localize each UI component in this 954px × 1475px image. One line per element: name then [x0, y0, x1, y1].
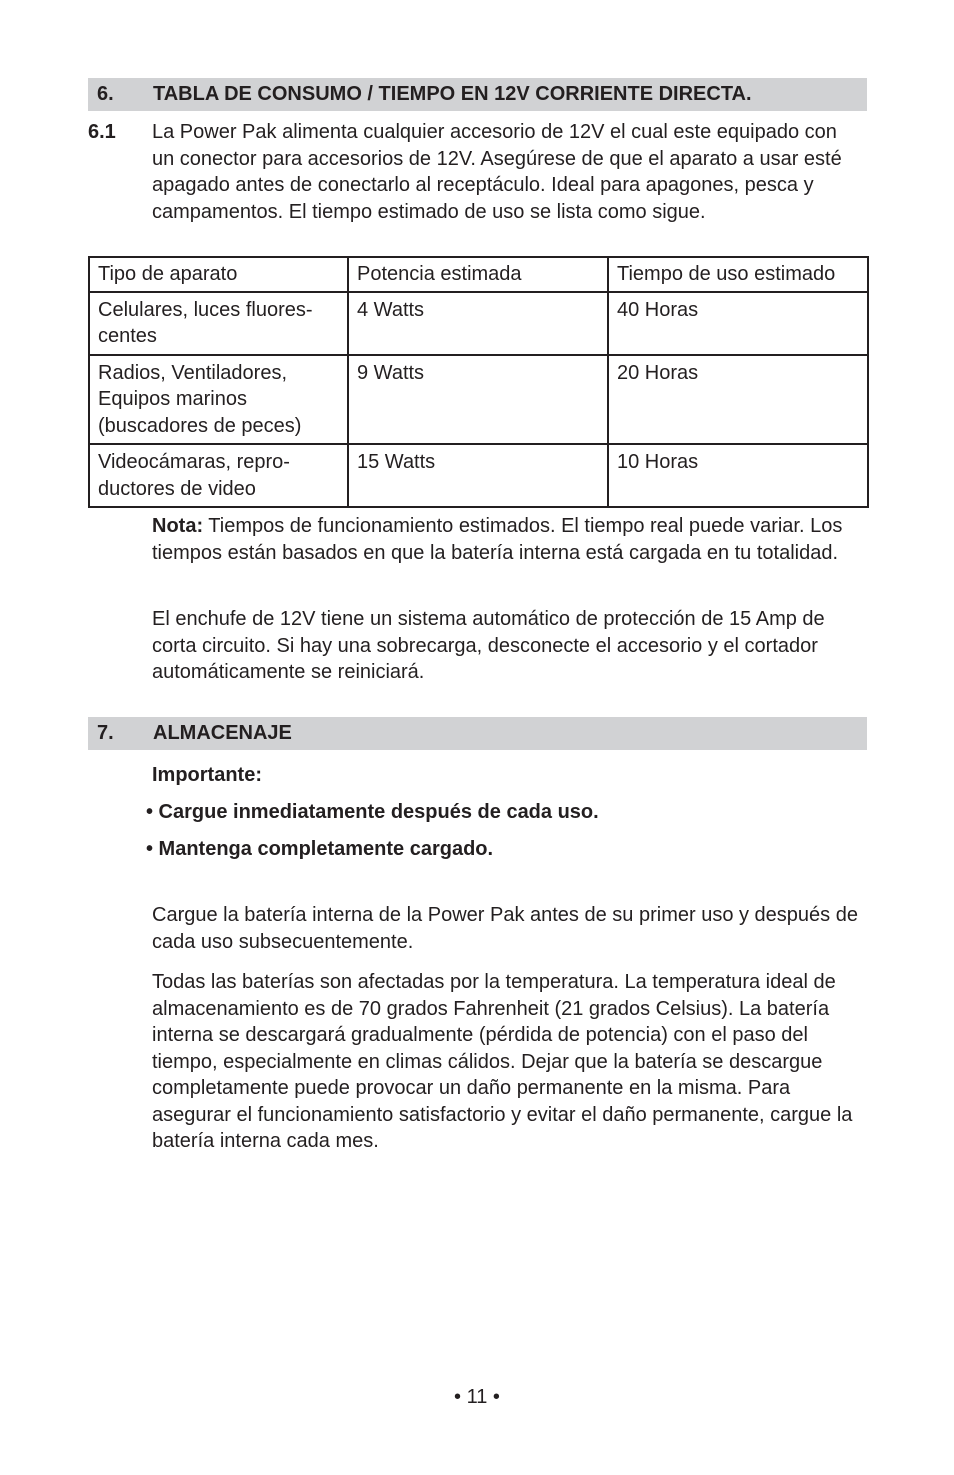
section-6-heading: [88, 78, 867, 111]
table-cell-time: 10 Horas: [608, 444, 868, 507]
item-6-1-number: 6.1: [88, 121, 116, 143]
page-number: • 11 •: [454, 1386, 500, 1408]
bullet-charge-after-use: • Cargue inmediatamente después de cada uso.: [146, 801, 599, 823]
table-header-cell: Tipo de aparato: [89, 257, 348, 292]
bullet-keep-charged: • Mantenga completamente cargado.: [146, 838, 494, 860]
table-cell-appliance: Radios, Ventiladores, Equipos marinos (buscadores de peces): [89, 355, 348, 445]
section-6-number: 6.: [97, 83, 114, 105]
table-cell-power: 9 Watts: [348, 355, 608, 445]
section-7-number: 7.: [97, 722, 114, 744]
temperature-paragraph: Todas las baterías son afectadas por la temperatura. La temperatura ideal de almacenamiento es de 70 grados Fahrenheit (21 grados Celsius). La batería interna se descargará gradualmente (pérdida de potencia) con el paso del tiempo, especialmente en climas cálidos. Dejar que la batería se descargue completamente puede provocar un daño permanente en la misma. Para asegurar el funcionamiento satisfactorio y evitar el daño permanente, cargue la batería interna cada mes.: [152, 971, 853, 1152]
section-7-title: ALMACENAJE: [153, 722, 292, 744]
table-cell-appliance: Videocámaras, repro-ductores de video: [89, 444, 348, 507]
table-row: [89, 292, 868, 355]
table-cell-power: 4 Watts: [348, 292, 608, 355]
note-paragraph: [152, 513, 872, 566]
consumption-table: [88, 256, 869, 508]
table-cell-time: 40 Horas: [608, 292, 868, 355]
table-header-cell: Tiempo de uso estimado: [608, 257, 868, 292]
table-header-cell: Potencia estimada: [348, 257, 608, 292]
note-label: Nota:: [152, 515, 204, 537]
table-header-row: [89, 257, 868, 292]
important-label: Importante:: [152, 764, 262, 786]
table-cell-time: 20 Horas: [608, 355, 868, 445]
table-cell-power: 15 Watts: [348, 444, 608, 507]
section-6-intro: La Power Pak alimenta cualquier accesorio de 12V el cual este equipado con un conector para accesorios de 12V. Asegúrese de que el aparato a usar esté apagado antes de conectarlo al receptáculo. Ideal para apagones, pesca y campamentos. El tiempo estimado de uso se lista como sigue.: [152, 121, 842, 223]
section-7-heading: [88, 717, 867, 750]
table-cell-appliance: Celulares, luces fluores-centes: [89, 292, 348, 355]
section-6-title: TABLA DE CONSUMO / TIEMPO EN 12V CORRIENTE DIRECTA.: [153, 83, 752, 105]
table-row: [89, 355, 868, 445]
breaker-paragraph: El enchufe de 12V tiene un sistema automático de protección de 15 Amp de corta circuito. Si hay una sobrecarga, desconecte el accesorio y el cortador automáticamente se reiniciará.: [152, 608, 825, 683]
note-text: Tiempos de funcionamiento estimados. El tiempo real puede variar. Los tiempos están basados en que la batería interna está cargada en tu totalidad.: [152, 515, 843, 564]
charge-paragraph: Cargue la batería interna de la Power Pak antes de su primer uso y después de cada uso subsecuentemente.: [152, 904, 858, 953]
table-row: [89, 444, 868, 507]
